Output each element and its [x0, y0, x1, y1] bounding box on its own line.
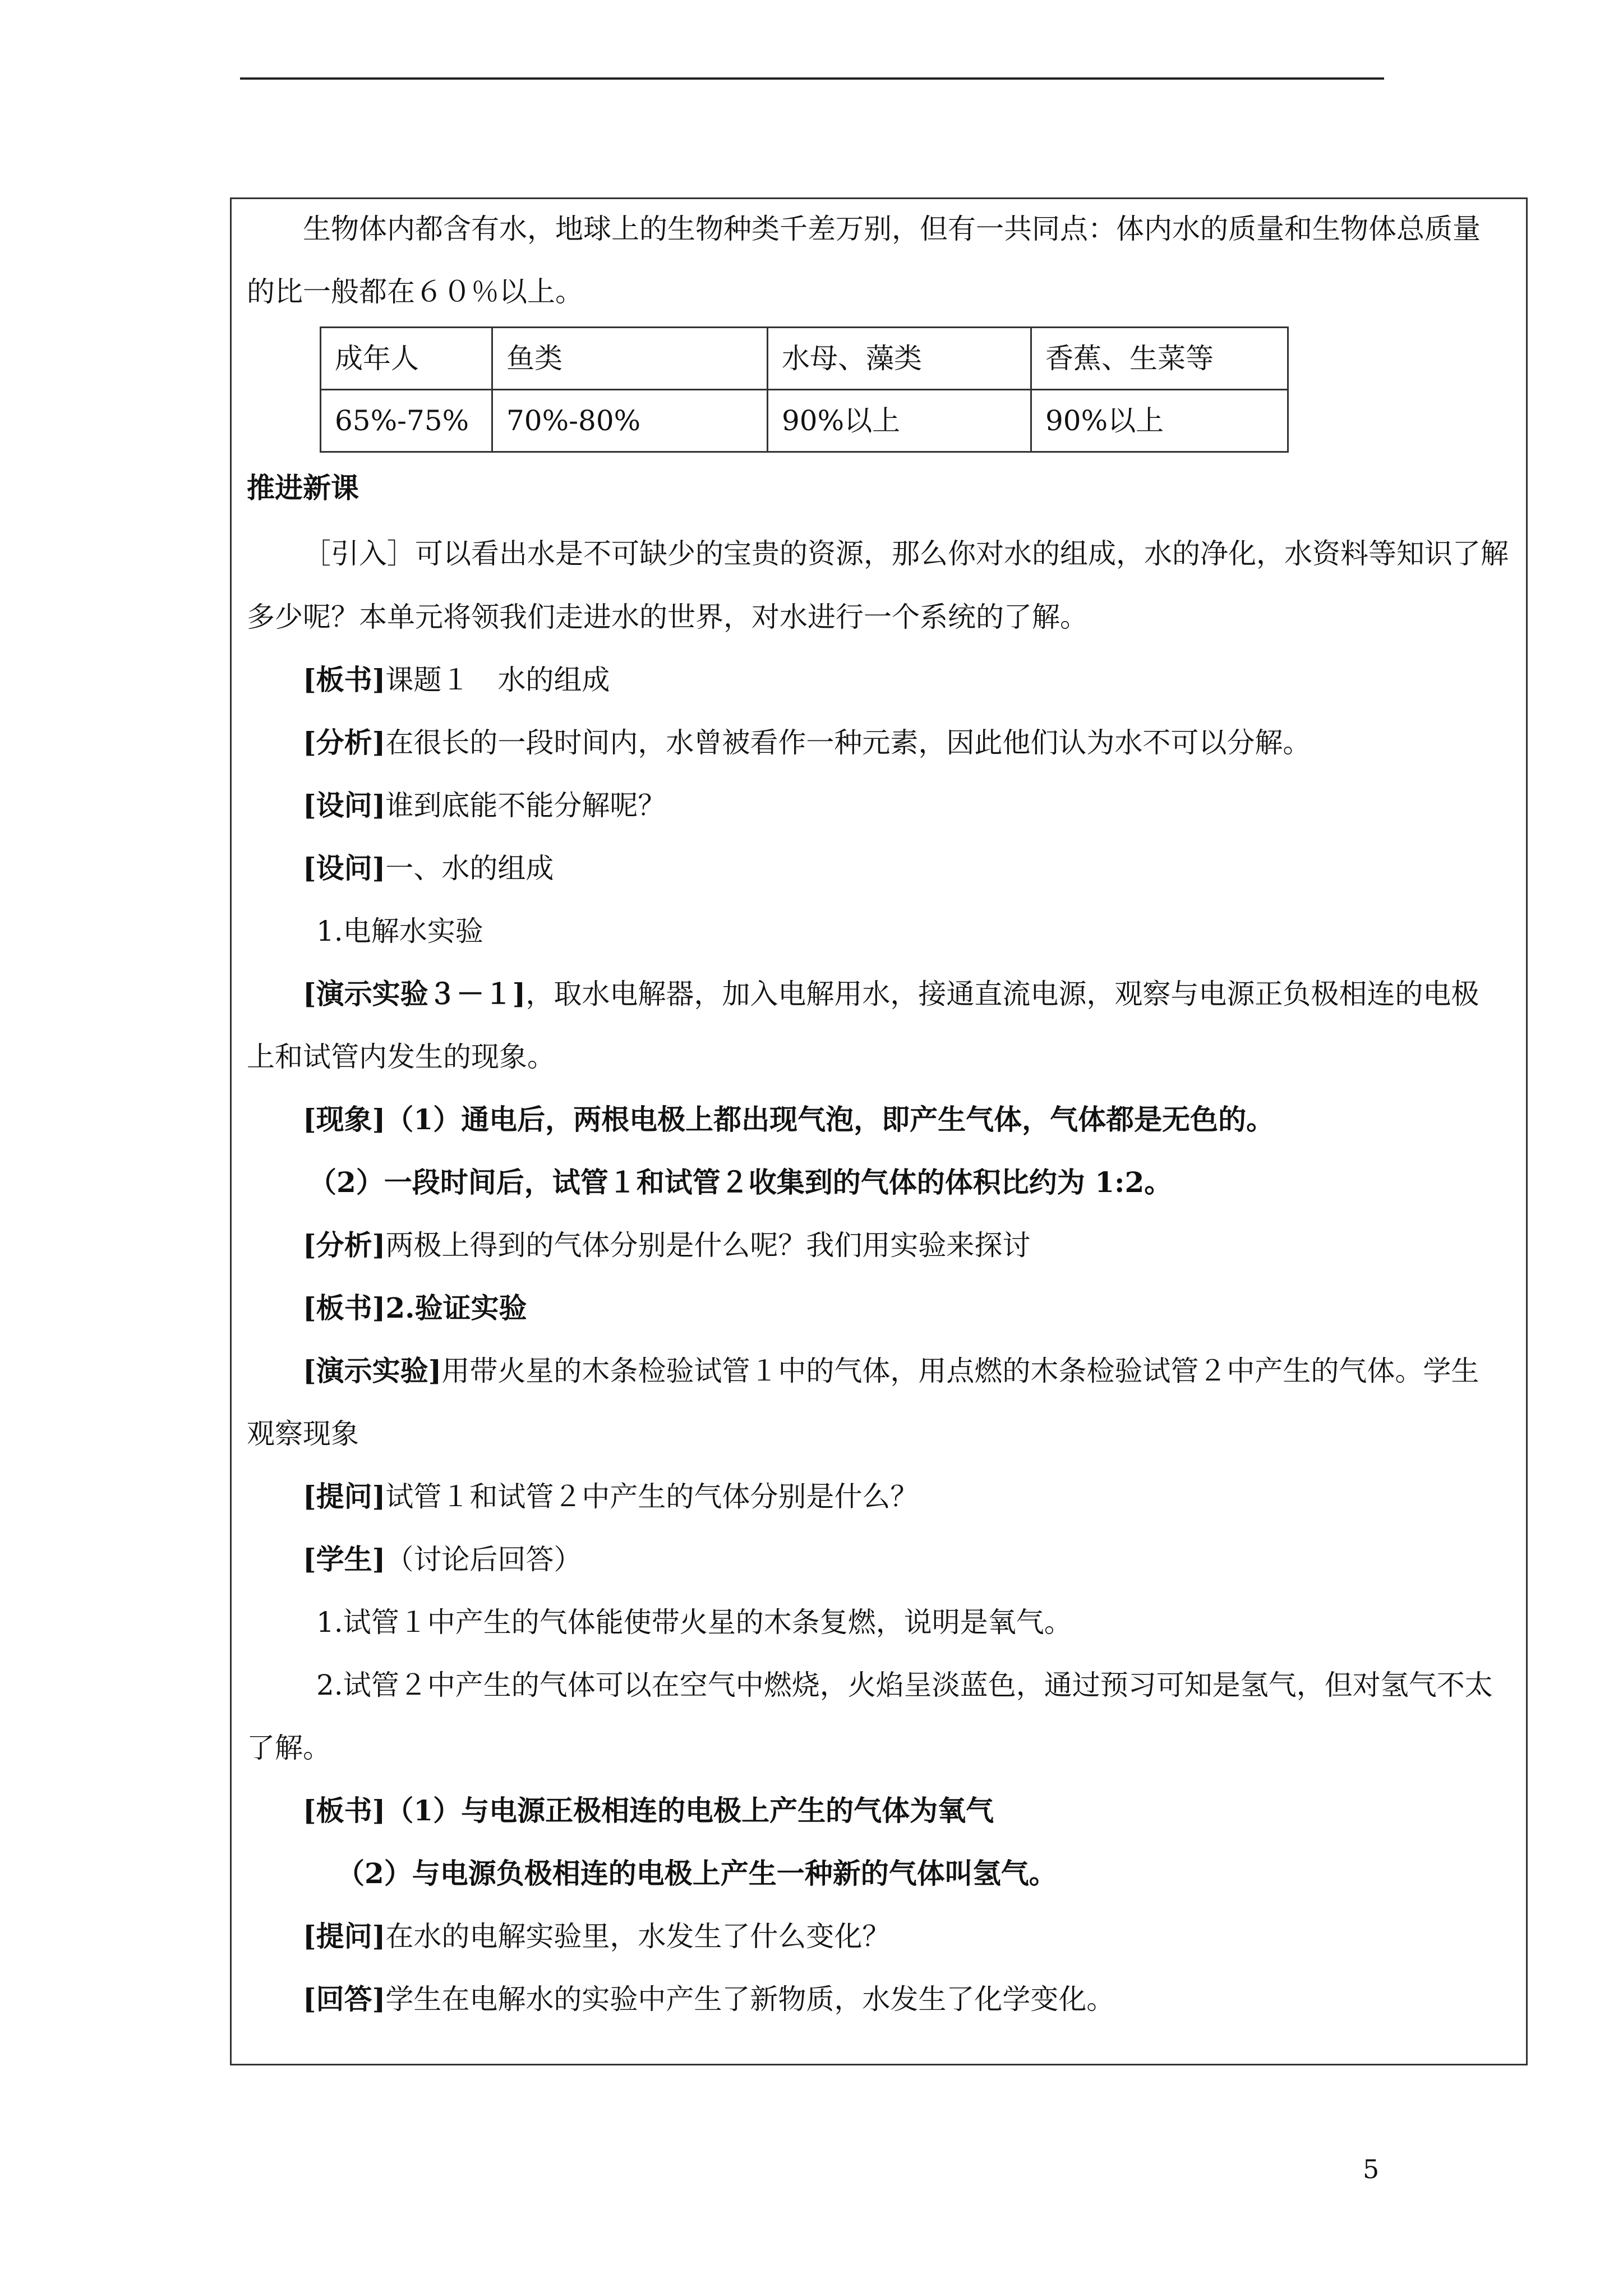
text-line	[303, 1543, 582, 1576]
label-tag: [设问]	[303, 789, 386, 822]
intro-line-2: 的比一般都在６０％以上。	[247, 275, 583, 308]
line-text: 谁到底能不能分解呢？	[385, 789, 666, 822]
text-line: 观察现象	[247, 1418, 359, 1450]
line-text: 试管１和试管２中产生的气体分别是什么？	[385, 1480, 919, 1513]
label-tag: [板书]	[303, 1291, 386, 1324]
text-line	[303, 1794, 994, 1828]
line-text: 2.验证实验	[385, 1291, 527, 1324]
label-tag: [设问]	[303, 852, 386, 885]
line-text: 一、水的组成	[385, 852, 554, 885]
label-tag: [分析]	[303, 1228, 386, 1262]
text-line: 上和试管内发生的现象。	[247, 1041, 555, 1073]
line-text: 两极上得到的气体分别是什么呢？我们用实验来探讨	[385, 1229, 1031, 1262]
table-header-cell: 鱼类	[492, 328, 768, 390]
line-text: （讨论后回答）	[385, 1543, 582, 1576]
line-text: 用带火星的木条检验试管１中的气体，用点燃的木条检验试管２中产生的气体。学生	[441, 1355, 1479, 1387]
table-header-cell: 水母、藻类	[768, 328, 1031, 390]
text-line: （2）与电源负极相连的电极上产生一种新的气体叫氢气。	[336, 1857, 1057, 1890]
text-line: 2.试管２中产生的气体可以在空气中燃烧，火焰呈淡蓝色，通过预习可知是氢气，但对氢气不太	[316, 1669, 1493, 1701]
table-cell: 65%-75%	[321, 390, 492, 452]
text-line	[303, 1354, 1479, 1388]
line-text: 学生在电解水的实验中产生了新物质，水发生了化学变化。	[385, 1983, 1115, 2016]
text-line: 1.试管１中产生的气体能使带火星的木条复燃，说明是氧气。	[316, 1606, 1072, 1639]
text-line	[303, 852, 554, 885]
text-line: 了解。	[247, 1732, 331, 1764]
line-text: 课题１ 水的组成	[385, 664, 610, 696]
line-text: （1）与电源正极相连的电极上产生的气体为氧气	[385, 1794, 994, 1827]
label-tag: [演示实验]	[303, 1354, 442, 1387]
text-line	[303, 977, 1479, 1011]
text-line	[303, 1103, 1274, 1137]
header-rule	[240, 77, 1384, 80]
text-line	[303, 1228, 1030, 1262]
table-header-cell: 香蕉、生菜等	[1031, 328, 1288, 390]
line-text: ，取水电解器，加入电解用水，接通直流电源，观察与电源正负极相连的电极	[525, 978, 1479, 1010]
line-text: （1）通电后，两根电极上都出现气泡，即产生气体，气体都是无色的。	[385, 1103, 1275, 1136]
table-cell: 90%以上	[1031, 390, 1288, 452]
table-row	[321, 328, 1288, 390]
text-line	[303, 789, 666, 822]
label-tag: [现象]	[303, 1103, 386, 1136]
label-tag: [提问]	[303, 1920, 386, 1953]
line-text: 在很长的一段时间内，水曾被看作一种元素，因此他们认为水不可以分解。	[385, 726, 1311, 759]
text-line: ［引入］可以看出水是不可缺少的宝贵的资源，那么你对水的组成，水的净化，水资料等知识了解	[303, 537, 1509, 570]
table-cell: 90%以上	[768, 390, 1031, 452]
text-line	[303, 1291, 527, 1325]
text-line: （2）一段时间后，试管１和试管２收集到的气体的体积比约为 1:2。	[308, 1166, 1173, 1199]
text-line	[303, 726, 1311, 760]
table-header-cell: 成年人	[321, 328, 492, 390]
label-tag: [板书]	[303, 1794, 386, 1827]
label-tag: [回答]	[303, 1982, 386, 2016]
label-tag: [演示实验３－１]	[303, 977, 526, 1010]
text-line	[303, 1982, 1114, 2016]
label-tag: [提问]	[303, 1480, 386, 1513]
section-title: 推进新课	[247, 471, 359, 504]
intro-line-1: 生物体内都含有水，地球上的生物种类千差万别，但有一共同点：体内水的质量和生物体总质量	[303, 213, 1481, 245]
text-line	[303, 1920, 890, 1953]
text-line	[303, 663, 610, 697]
text-line	[303, 1480, 918, 1513]
label-tag: [学生]	[303, 1543, 386, 1576]
page-number: 5	[1363, 2154, 1380, 2184]
line-text: 在水的电解实验里，水发生了什么变化？	[385, 1920, 891, 1953]
water-content-table	[320, 326, 1289, 453]
text-line: 多少呢？本单元将领我们走进水的世界，对水进行一个系统的了解。	[247, 601, 1088, 633]
label-tag: [分析]	[303, 726, 386, 759]
table-cell: 70%-80%	[492, 390, 768, 452]
text-line: 1.电解水实验	[316, 915, 483, 947]
label-tag: [板书]	[303, 663, 386, 696]
table-row	[321, 390, 1288, 452]
